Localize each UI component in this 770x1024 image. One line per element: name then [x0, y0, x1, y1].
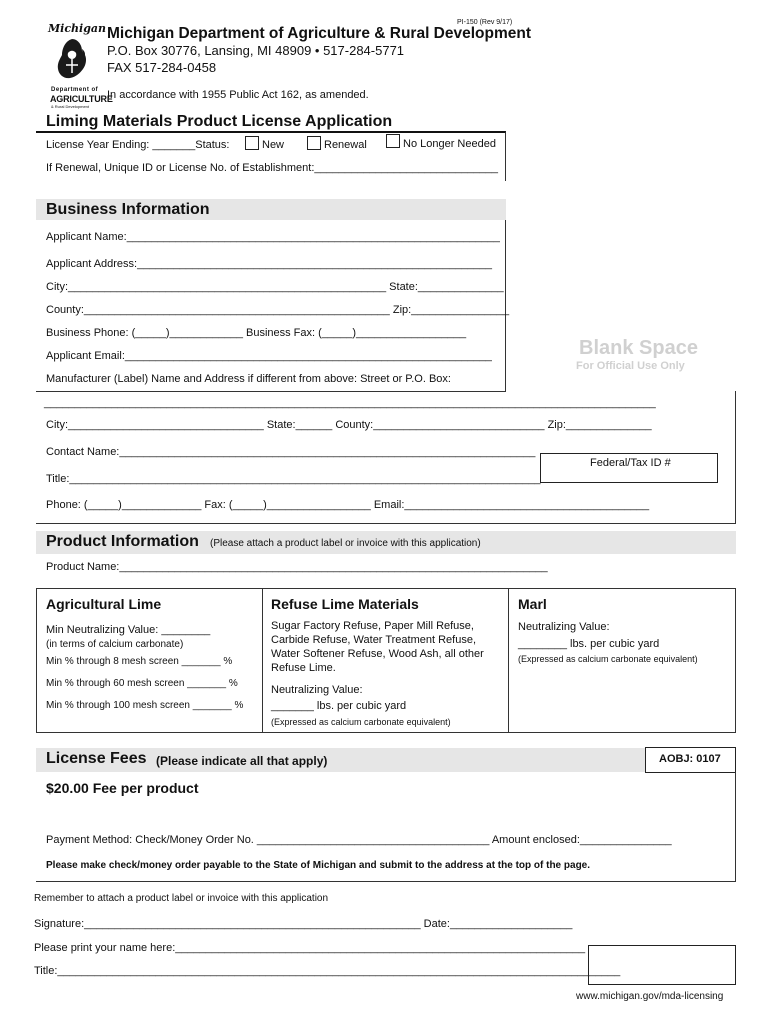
refuse-desc-line1: Sugar Factory Refuse, Paper Mill Refuse,: [271, 620, 474, 632]
refuse-desc-line3: Water Softener Refuse, Wood Ash, all other: [271, 648, 484, 660]
refuse-neutralizing-label: Neutralizing Value:: [271, 684, 363, 696]
business-heading: Business Information: [46, 201, 210, 218]
product-heading: Product Information: [46, 533, 199, 550]
ag-lime-mesh8-field[interactable]: Min % through 8 mesh screen _______ %: [46, 656, 233, 667]
ag-lime-mesh100-field[interactable]: Min % through 100 mesh screen _______ %: [46, 700, 244, 711]
manufacturer-street-field[interactable]: ____________________________________________________________________________________________________: [44, 397, 656, 409]
refuse-desc-line4: Refuse Lime.: [271, 662, 336, 674]
lime-col-divider-2: [508, 588, 509, 733]
ag-lime-calcium-note: (in terms of calcium carbonate): [46, 639, 184, 650]
business-phone-fax-field[interactable]: Business Phone: (_____)____________ Business Fax: (_____)__________________: [46, 327, 467, 339]
ag-lime-mesh60-field[interactable]: Min % through 60 mesh screen _______ %: [46, 678, 238, 689]
marl-heading: Marl: [518, 596, 547, 612]
signature-date-field[interactable]: Signature:_______________________________________________________ Date:____________________: [34, 918, 573, 930]
website-url[interactable]: www.michigan.gov/mda-licensing: [576, 991, 724, 1002]
department-address: P.O. Box 30776, Lansing, MI 48909 • 517-284-5771: [107, 43, 405, 58]
logo-wordmark: Michigan: [48, 22, 107, 35]
print-name-field[interactable]: Please print your name here:___________________________________________________________________: [34, 942, 586, 954]
status-no-longer-label: No Longer Needed: [403, 138, 496, 150]
form-number: PI-150 (Rev 9/17): [457, 19, 513, 26]
payable-instructions: Please make check/money order payable to the State of Michigan and submit to the address at the top of the page.: [46, 860, 591, 871]
blank-space-title: Blank Space: [579, 337, 698, 359]
federal-tax-id-label: Federal/Tax ID #: [590, 457, 671, 469]
fee-per-product: $20.00 Fee per product: [46, 780, 199, 796]
department-logo: [46, 22, 113, 109]
payment-method-field[interactable]: Payment Method: Check/Money Order No. ______________________________________ Amount enclosed:_______________: [46, 834, 672, 846]
product-note: (Please attach a product label or invoice with this application): [210, 538, 481, 549]
status-renewal-checkbox[interactable]: [307, 136, 321, 150]
refuse-desc-line2: Carbide Refuse, Water Treatment Refuse,: [271, 634, 477, 646]
status-new-checkbox[interactable]: [245, 136, 259, 150]
contact-phone-field[interactable]: Phone: (_____)_____________ Fax: (_____)_________________ Email:________________________________________: [46, 499, 650, 511]
ag-lime-heading: Agricultural Lime: [46, 596, 162, 612]
logo-rural-text: & Rural Development: [51, 104, 90, 109]
aobj-code: AOBJ: 0107: [659, 753, 721, 765]
manufacturer-city-field[interactable]: City:________________________________ State:______ County:____________________________ Zip:______________: [46, 419, 652, 431]
michigan-mitten-icon: [52, 37, 92, 81]
refuse-lbs-field[interactable]: _______ lbs. per cubic yard: [271, 700, 407, 712]
fees-note: (Please indicate all that apply): [156, 754, 328, 768]
official-stamp-box: [588, 945, 736, 985]
renewal-id-field[interactable]: If Renewal, Unique ID or License No. of Establishment:______________________________: [46, 162, 498, 174]
logo-dept-text: Department of: [51, 87, 99, 93]
contact-title-field[interactable]: Title:_____________________________________________________________________________: [46, 473, 541, 485]
status-new-label: New: [262, 139, 285, 151]
ag-lime-neutralizing-field[interactable]: Min Neutralizing Value: ________: [46, 624, 211, 636]
product-name-field[interactable]: Product Name:______________________________________________________________________: [46, 561, 548, 573]
marl-neutralizing-label: Neutralizing Value:: [518, 621, 610, 633]
form-title: Liming Materials Product License Application: [46, 113, 393, 130]
logo-agriculture-text: AGRICULTURE: [50, 94, 113, 104]
contact-name-field[interactable]: Contact Name:____________________________________________________________________: [46, 446, 536, 458]
signer-title-field[interactable]: Title:____________________________________________________________________________________________: [34, 965, 621, 977]
applicant-email-field[interactable]: Applicant Email:____________________________________________________________: [46, 350, 492, 362]
marl-lbs-field[interactable]: ________ lbs. per cubic yard: [518, 638, 660, 650]
license-year-line: License Year Ending: _______Status:: [46, 139, 230, 151]
city-state-field[interactable]: City:____________________________________________________ State:______________: [46, 281, 504, 293]
department-fax: FAX 517-284-0458: [107, 60, 217, 75]
manufacturer-label: Manufacturer (Label) Name and Address if different from above: Street or P.O. Box:: [46, 373, 451, 385]
lime-col-divider-1: [262, 588, 263, 733]
public-act-note: In accordance with 1955 Public Act 162, as amended.: [107, 89, 369, 101]
applicant-name-field[interactable]: Applicant Name:_____________________________________________________________: [46, 231, 500, 243]
status-no-longer-checkbox[interactable]: [386, 134, 400, 148]
marl-expressed-note: (Expressed as calcium carbonate equivalent): [518, 654, 698, 664]
county-zip-field[interactable]: County:__________________________________________________ Zip:________________: [46, 304, 510, 316]
official-use-note: For Official Use Only: [576, 360, 685, 372]
status-renewal-label: Renewal: [324, 139, 367, 151]
department-title: Michigan Department of Agriculture & Rural Development: [107, 25, 532, 42]
attach-reminder: Remember to attach a product label or invoice with this application: [34, 893, 329, 904]
refuse-expressed-note: (Expressed as calcium carbonate equivalent): [271, 717, 451, 727]
refuse-heading: Refuse Lime Materials: [271, 596, 419, 612]
business-box-right-edge: [735, 391, 736, 524]
applicant-address-field[interactable]: Applicant Address:__________________________________________________________: [46, 258, 492, 270]
fees-heading: License Fees: [46, 750, 147, 767]
